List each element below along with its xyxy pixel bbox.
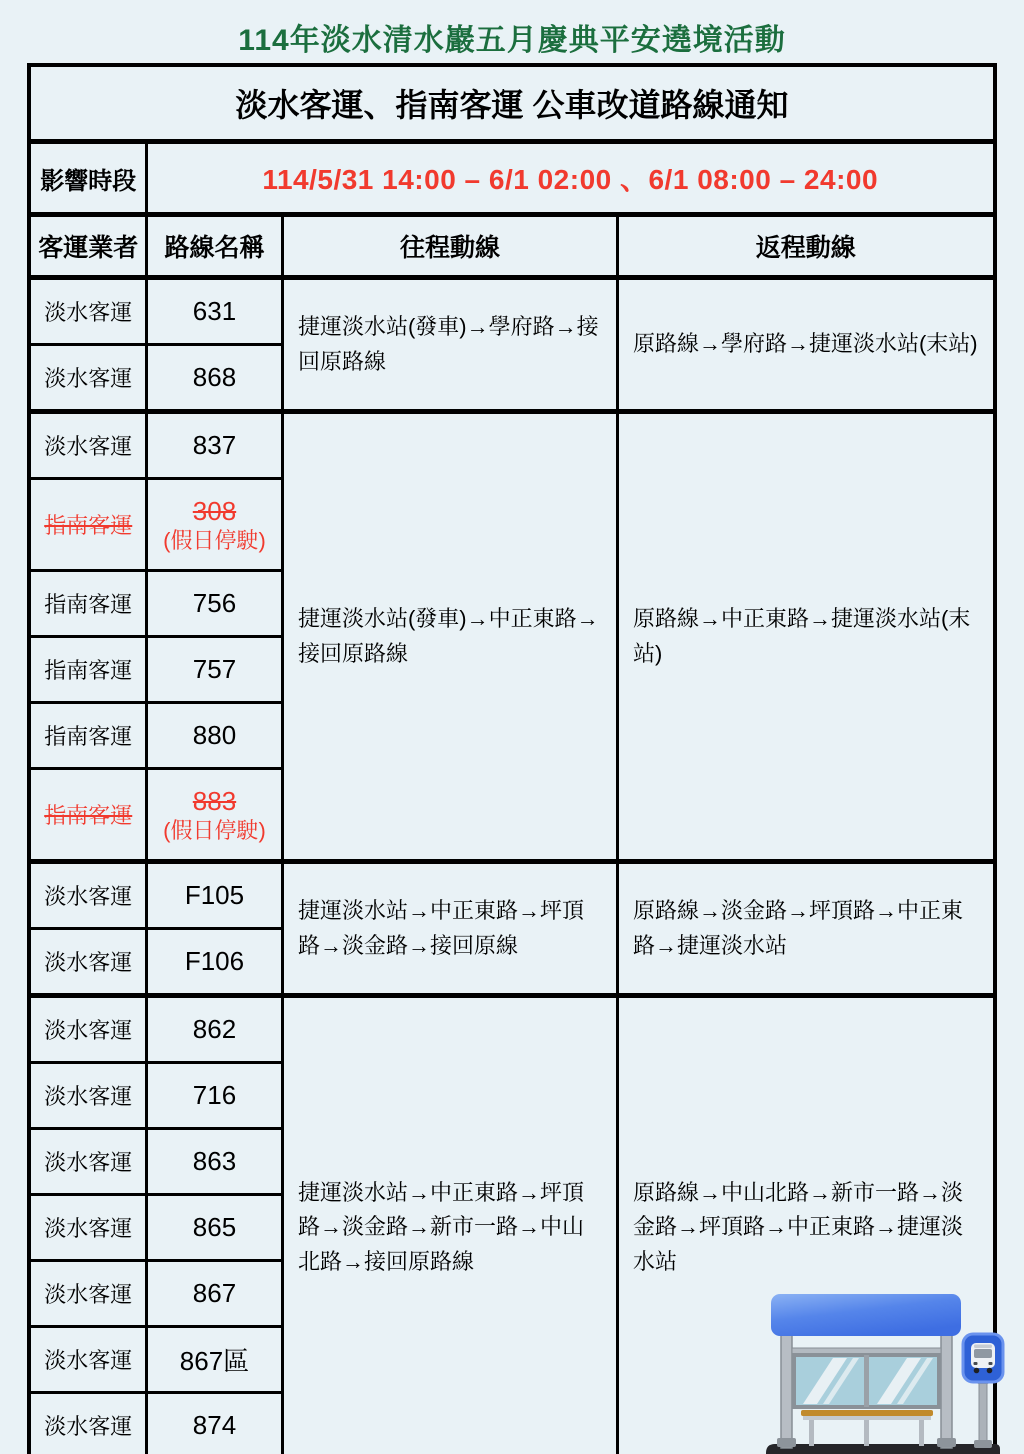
bus-stop-sign-icon [963, 1334, 1003, 1382]
sign-pole [979, 1380, 987, 1446]
bus-stop-base [766, 1444, 1000, 1454]
route-number-cancelled: 883 [192, 785, 237, 816]
table-title: 淡水客運、指南客運 公車改道路線通知 [29, 65, 994, 142]
column-header-return: 返程動線 [617, 215, 994, 278]
return-route-text: 原路線→中山北路→新市一路→淡金路→坪頂路→中正東路→捷運淡水站 [632, 1180, 963, 1274]
outbound-route-cell: 捷運淡水站→中正東路→坪頂路→淡金路→接回原線 [282, 862, 617, 996]
operator-cell [29, 769, 146, 862]
operator-cancelled: 指南客運 [44, 803, 133, 828]
table-row [29, 862, 994, 929]
operator-cell: 淡水客運 [29, 1063, 146, 1129]
bus-stop-icon [765, 1282, 1005, 1454]
operator-cell: 淡水客運 [29, 278, 146, 345]
route-cell: 862 [146, 996, 282, 1063]
return-route-cell [617, 996, 994, 1454]
shelter-glass [794, 1355, 939, 1407]
impact-period-label: 影響時段 [29, 142, 146, 215]
column-header-operator: 客運業者 [29, 215, 146, 278]
operator-cancelled: 指南客運 [44, 513, 133, 538]
outbound-route-cell: 捷運淡水站(發車)→學府路→接回原路線 [282, 278, 617, 412]
operator-cell: 淡水客運 [29, 412, 146, 479]
route-cell: 865 [146, 1195, 282, 1261]
operator-cell [29, 479, 146, 571]
bench [801, 1410, 933, 1416]
return-route-cell: 原路線→中正東路→捷運淡水站(末站) [617, 412, 994, 862]
route-cell: 837 [146, 412, 282, 479]
route-cancel-note: (假日停駛) [163, 818, 266, 843]
bus-stop-canopy [771, 1294, 961, 1336]
operator-cell: 指南客運 [29, 637, 146, 703]
route-cell [146, 479, 282, 571]
operator-cell: 指南客運 [29, 703, 146, 769]
route-cell: 880 [146, 703, 282, 769]
outbound-route-cell: 捷運淡水站→中正東路→坪頂路→淡金路→新市一路→中山北路→接回原路線 [282, 996, 617, 1454]
operator-cell: 淡水客運 [29, 1261, 146, 1327]
operator-cell: 淡水客運 [29, 996, 146, 1063]
table-row [29, 412, 994, 479]
return-route-cell: 原路線→學府路→捷運淡水站(末站) [617, 278, 994, 412]
route-cell: 863 [146, 1129, 282, 1195]
route-cell: F105 [146, 862, 282, 929]
operator-cell: 淡水客運 [29, 929, 146, 996]
operator-cell: 指南客運 [29, 571, 146, 637]
impact-period-time: 114/5/31 14:00 – 6/1 02:00 、6/1 08:00 – 24:00 [146, 142, 994, 215]
operator-cell: 淡水客運 [29, 1327, 146, 1393]
route-cell: 867區 [146, 1327, 282, 1393]
table-row [29, 996, 994, 1063]
operator-cell: 淡水客運 [29, 862, 146, 929]
route-cell: 867 [146, 1261, 282, 1327]
route-cell: 756 [146, 571, 282, 637]
route-cell: 868 [146, 345, 282, 412]
route-cancel-note: (假日停駛) [163, 528, 266, 553]
operator-cell: 淡水客運 [29, 1129, 146, 1195]
return-route-cell: 原路線→淡金路→坪頂路→中正東路→捷運淡水站 [617, 862, 994, 996]
column-header-outbound: 往程動線 [282, 215, 617, 278]
table-row [29, 278, 994, 345]
route-cell: 716 [146, 1063, 282, 1129]
operator-cell: 淡水客運 [29, 1393, 146, 1454]
route-cell: 631 [146, 278, 282, 345]
shelter-post-right [941, 1330, 952, 1448]
detour-notice-table [27, 63, 996, 1454]
column-header-route: 路線名稱 [146, 215, 282, 278]
route-cell: F106 [146, 929, 282, 996]
page-title: 114年淡水清水巖五月慶典平安遶境活動 [238, 24, 786, 57]
outbound-route-cell: 捷運淡水站(發車)→中正東路→接回原路線 [282, 412, 617, 862]
operator-cell: 淡水客運 [29, 345, 146, 412]
route-number-cancelled: 308 [192, 495, 237, 526]
route-cell: 874 [146, 1393, 282, 1454]
operator-cell: 淡水客運 [29, 1195, 146, 1261]
route-cell: 757 [146, 637, 282, 703]
route-cell [146, 769, 282, 862]
shelter-post-left [781, 1330, 792, 1448]
